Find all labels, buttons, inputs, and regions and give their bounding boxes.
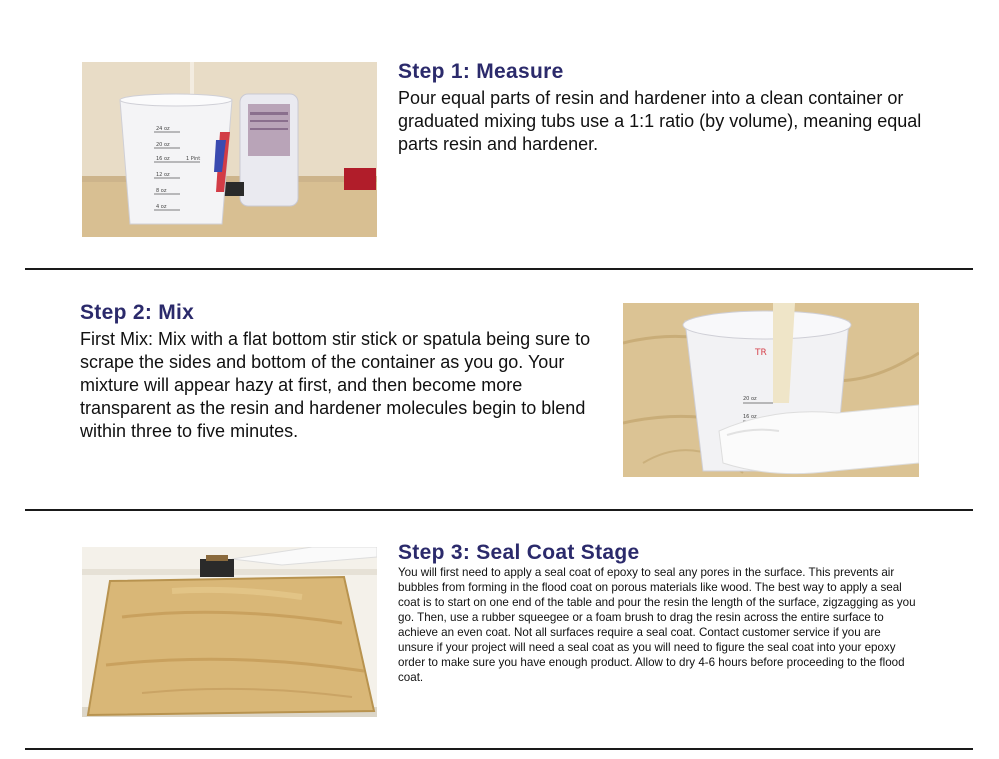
cup-mark-16oz: 16 oz bbox=[156, 156, 170, 162]
section-divider-3 bbox=[25, 748, 973, 750]
cup-mark-8oz: 8 oz bbox=[156, 188, 167, 194]
cup-print-tr: TR bbox=[755, 348, 767, 358]
cup-mark-24oz: 24 oz bbox=[156, 126, 170, 132]
cup-mark-1pint: 1 Pint bbox=[186, 156, 201, 162]
step3-photo-seal-coat bbox=[82, 547, 377, 717]
step2-photo-mixing bbox=[623, 303, 919, 477]
step2-description: First Mix: Mix with a flat bottom stir stick or spatula being sure to scrape the sides and bottom of the container as you go. Your mixture will appear hazy at first, and then become more transparent as the resin and hardener molecules begin to blend within three to five minutes. bbox=[80, 329, 591, 441]
cup-mark-12oz: 12 oz bbox=[156, 172, 170, 178]
cup-mark-20oz-mix: 20 oz bbox=[743, 396, 757, 402]
step3-title: Step 3: Seal Coat Stage bbox=[398, 541, 640, 564]
step1-photo-measuring-cup bbox=[82, 62, 377, 237]
cup-mark-16oz-mix: 16 oz bbox=[743, 414, 757, 420]
step1-description: Pour equal parts of resin and hardener into a clean container or graduated mixing tubs use a 1:1 ratio (by volume), meaning equal parts resin and hardener. bbox=[398, 88, 922, 154]
step3-description: You will first need to apply a seal coat of epoxy to seal any pores in the surface. This prevents air bubbles from forming in the flood coat on porous materials like wood. The best way to apply a seal coat is to start on one end of the table and pour the resin the length of the surface, zigzagging as you go. Then, use a rubber squeegee or a foam brush to drag the resin across the entire surface to achieve an even coat. Not all surfaces require a seal coat. Contact customer service if you are unsure if your project will need a seal coat as you will need to figure the seal coat into your epoxy order to make sure you have enough product. Allow to dry 4-6 hours before proceeding to the flood coat. bbox=[398, 566, 916, 684]
section-divider-2 bbox=[25, 509, 973, 511]
step1-title: Step 1: Measure bbox=[398, 60, 564, 83]
section-divider-1 bbox=[25, 268, 973, 270]
cup-mark-20oz: 20 oz bbox=[156, 142, 170, 148]
step2-title: Step 2: Mix bbox=[80, 301, 195, 324]
cup-mark-4oz: 4 oz bbox=[156, 204, 167, 210]
